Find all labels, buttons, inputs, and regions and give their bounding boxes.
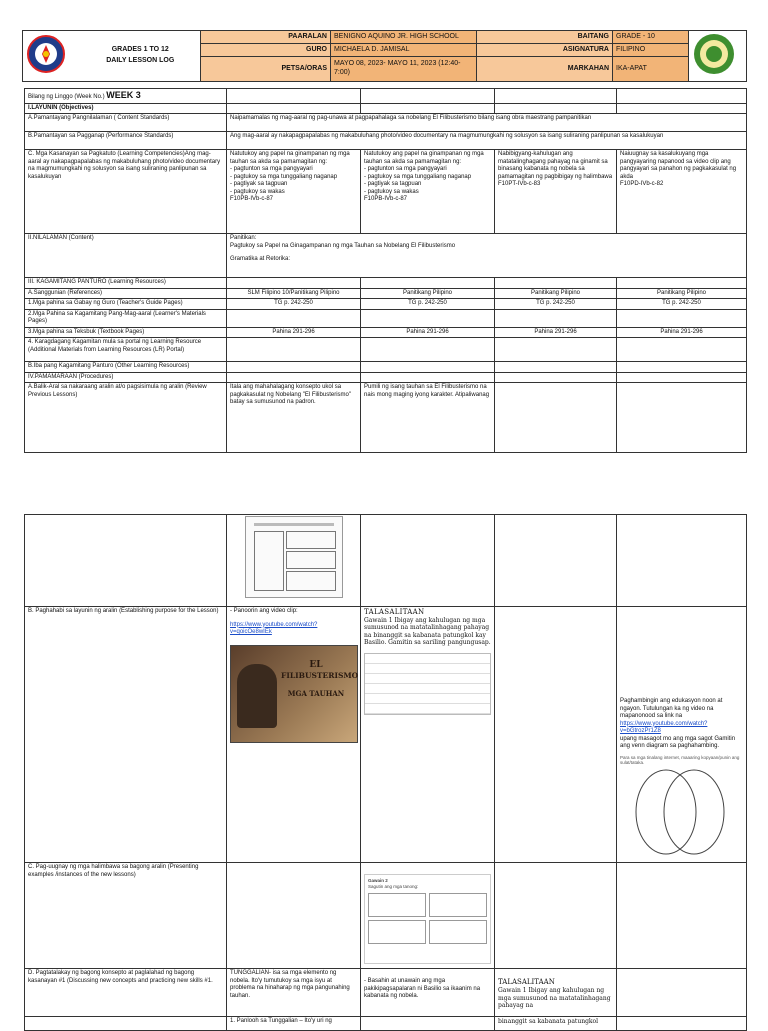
discuss-day2-text: - Basahin at unawain ang mga pakikipagsapalaran ni Basilio sa ikaanim na kabanata ng nobela. bbox=[364, 978, 481, 1000]
grade-label: BAITANG bbox=[477, 31, 613, 44]
purpose-label: B. Paghahabi sa layunin ng aralin (Establishing purpose for the Lesson) bbox=[25, 607, 227, 863]
textbook-day4: Pahina 291-296 bbox=[617, 327, 747, 338]
nilalaman-topic: Pagtukoy sa Papel na Ginagampanan ng mga Tauhan sa Nobelang El Filibusterismo bbox=[230, 242, 456, 249]
padron-template-image bbox=[245, 516, 343, 598]
subject-label: ASIGNATURA bbox=[477, 44, 613, 57]
portrait-image bbox=[237, 664, 277, 728]
grade-value: GRADE - 10 bbox=[613, 31, 689, 44]
program-line-1: GRADES 1 TO 12 bbox=[111, 46, 169, 54]
activity-title: Gawain 2 bbox=[368, 878, 388, 884]
competency-day2: Natutukoy ang papel na ginampanan ng mga tauhan sa akda sa pamamagitan ng: - pagtunton sa mga pangyayari - pagtukoy sa mga tunggaliang naganap - pagtiyak sa tagpuan - pagtukoy sa wakas F10PB-IVb-c-87 bbox=[361, 150, 495, 234]
deped-seal-icon bbox=[26, 34, 66, 74]
worksheet-lines-image bbox=[364, 653, 491, 715]
lm-label: 2.Mga Pahina sa Kagamitang Pang-Mag-aaral (Learner's Materials Pages) bbox=[25, 309, 227, 327]
purpose-compare-text: Paghambingin ang edukasyon noon at ngayon. Tutulungan ka ng video na mapanonood sa link na bbox=[620, 698, 723, 719]
gawain-1-text: Gawain 1 Ibigay ang kahulugan ng mga sumusunod na matatalinhagang pahayag na binanggit sa kabanata patungkol kay Basilio. Gamitin sa sariling pangungusap. bbox=[364, 616, 491, 647]
venn-caption: Para sa mga tinalang internet, maaaring kopyaan/punin ang sulat/tataka. bbox=[620, 754, 740, 766]
week-label: Bilang ng Linggo (Week No.) bbox=[28, 94, 105, 100]
activity-subtitle: Sagutin ang mga tanong: bbox=[368, 883, 419, 889]
discuss-talasalitaan-heading: TALASALITAAN bbox=[498, 978, 555, 987]
perf-std-label: B.Pamantayan sa Pagganap (Performance Standards) bbox=[25, 132, 227, 150]
week-row bbox=[25, 89, 227, 104]
layunin-heading: I.LAYUNIN (Objectives) bbox=[25, 103, 227, 114]
competencies-label: C. Mga Kasanayan sa Pagkatuto (Learning Competencies)Ang mag-aaral ay nakapagpapalabas ng makabuluhang photo/video documentary na magmumungkahi ng solusyon sa isang suliraning panlipunan sa kasalukuyan bbox=[25, 150, 227, 234]
tg-day4: TG p. 242-250 bbox=[617, 299, 747, 310]
nilalaman-gramatika: Gramatika at Retorika: bbox=[230, 256, 291, 262]
nilalaman-panitikan: Panitikan: bbox=[230, 235, 257, 241]
header-table bbox=[22, 30, 747, 82]
review-day1: Itala ang mahahalagang konsepto ukol sa pagkakasulat ng Nobelang "El Filibusterismo" batay sa sumusunod na padron. bbox=[227, 383, 361, 453]
resources-heading: III. KAGAMITANG PANTURO (Learning Resources) bbox=[25, 278, 227, 289]
purpose-day1 bbox=[227, 607, 361, 863]
textbook-label: 3.Mga pahina sa Teksbuk (Textbook Pages) bbox=[25, 327, 227, 338]
reference-day2: Panitikang Pilipino bbox=[361, 288, 495, 299]
school-logo-cell bbox=[689, 31, 747, 82]
quarter-value: IKA-APAT bbox=[613, 57, 689, 81]
nilalaman-label: II.NILALAMAN (Content) bbox=[25, 234, 227, 278]
quarter-label: MARKAHAN bbox=[477, 57, 613, 81]
purpose-day4 bbox=[617, 607, 747, 863]
tg-day2: TG p. 242-250 bbox=[361, 299, 495, 310]
additional-materials-label: 4. Karagdagang Kagamitan mula sa portal ng Learning Resource (Additional Materials from Learning Resources (LR) Portal) bbox=[25, 338, 227, 362]
teacher-label: GURO bbox=[201, 44, 331, 57]
textbook-day3: Pahina 291-296 bbox=[495, 327, 617, 338]
review-label: A.Balik-Aral sa nakaraang aralin at/o pagsisimula ng aralin (Review Previous Lessons) bbox=[25, 383, 227, 453]
content-std-label: A.Pamantayang Pangnilalaman ( Content Standards) bbox=[25, 114, 227, 132]
program-title bbox=[81, 31, 201, 82]
competency-day3: Nabibigyang-kahulugan ang matatalinghagang pahayag na ginamit sa binasang kabanata ng nobela sa pamamagitan ng pagbibigay ng halimbawa F10PT-IVb-c-83 bbox=[495, 150, 617, 234]
video-thumbnail[interactable] bbox=[230, 645, 358, 743]
purpose-video-link[interactable]: https://www.youtube.com/watch?v=qoicOe8wIEk bbox=[230, 621, 318, 635]
video-title-line1: EL bbox=[309, 659, 323, 670]
discuss-label: D. Pagtatalakay ng bagong konsepto at paglalahad ng bagong kasanayan #1 (Discussing new concepts and practicing new skills #1. bbox=[25, 969, 227, 1031]
date-label: PETSA/ORAS bbox=[201, 57, 331, 81]
deped-logo-cell bbox=[23, 31, 81, 82]
teacher-value: MICHAELA D. JAMISAL bbox=[331, 44, 477, 57]
week-value: WEEK 3 bbox=[106, 90, 141, 100]
purpose-compare-link[interactable]: https://www.youtube.com/watch?v=bGtrozPr1Z8 bbox=[620, 720, 708, 734]
references-label: A.Sanggunian (References) bbox=[25, 288, 227, 299]
program-line-2: DAILY LESSON LOG bbox=[106, 56, 175, 64]
template-thumbnail-cell bbox=[227, 515, 361, 607]
content-std-text: Naipamamalas ng mag-aaral ng pag-unawa at pagpapahalaga sa nobelang El Filibusterismo bilang isang obra maestrang pampanitikan bbox=[227, 114, 747, 132]
page3-day1: 1. Panlooh sa Tunggalian – Ito'y uri ng bbox=[227, 1017, 361, 1031]
tg-day3: TG p. 242-250 bbox=[495, 299, 617, 310]
activity-sheet-image bbox=[364, 874, 491, 964]
textbook-day2: Pahina 291-296 bbox=[361, 327, 495, 338]
date-value: MAYO 08, 2023- MAYO 11, 2023 (12:40-7:00) bbox=[331, 57, 477, 81]
examples-day2 bbox=[361, 863, 495, 969]
discuss-talasalitaan-text: Gawain 1 Ibigay ang kahulugan ng mga sumusunod na matatalinhagang pahayag na bbox=[498, 987, 611, 1009]
competency-day1: Natutukoy ang papel na ginampanan ng mga tauhan sa akda sa pamamagitan ng: - pagtunton sa mga pangyayari - pagtukoy sa mga tunggaliang naganap - pagtiyak sa tagpuan - pagtukoy sa wakas F10PB-IVb-c-87 bbox=[227, 150, 361, 234]
video-title-line3: MGA TAUHAN bbox=[287, 689, 345, 699]
tg-label: 1.Mga pahina sa Gabay ng Guro (Teacher's Guide Pages) bbox=[25, 299, 227, 310]
nilalaman-text bbox=[227, 234, 747, 278]
school-seal-icon bbox=[692, 32, 736, 76]
review-day2: Pumili ng isang tauhan sa El Filibusterismo na nais mong maging iyong karakter. Atipaliwanag bbox=[361, 383, 495, 453]
perf-std-text: Ang mag-aaral ay nakapagpapalabas ng makabuluhang photo/video documentary na magmumungkahi ng solusyon sa isang suliraning panlipunan sa kasalukuyan bbox=[227, 132, 747, 150]
subject-value: FILIPINO bbox=[613, 44, 689, 57]
discuss-day1: TUNGGALIAN- isa sa mga elemento ng nobela. Ito'y tumutukoy sa mga isyu at problema na hinaharap ng mga pangunahing tauhan. bbox=[227, 969, 361, 1031]
competency-day4: Naiuugnay sa kasalukuyang mga pangyayaring napanood sa video clip ang pangyayari sa panahon ng pagkakasulat ng akda F10PD-IVb-c-82 bbox=[617, 150, 747, 234]
procedures-heading: IV.PAMAMARAAN (Procedures) bbox=[25, 372, 227, 383]
purpose-day2 bbox=[361, 607, 495, 863]
school-label: PAARALAN bbox=[201, 31, 331, 44]
page3-day3: binanggit sa kabanata patungkol bbox=[495, 1017, 617, 1031]
video-title-line2: FILIBUSTERISMO bbox=[281, 670, 359, 680]
textbook-day1: Pahina 291-296 bbox=[227, 327, 361, 338]
lesson-log-table bbox=[24, 88, 747, 453]
lesson-log-table-page2 bbox=[24, 514, 747, 1031]
reference-day3: Panitikang Pilipino bbox=[495, 288, 617, 299]
purpose-compare-instruction: upang masagot mo ang mga sagot Gamitin ang venn diagram sa paghahambing. bbox=[620, 735, 736, 749]
venn-diagram-icon bbox=[620, 766, 740, 858]
examples-label: C. Pag-uugnay ng mga halimbawa sa bagong aralin (Presenting examples /instances of the new lessons) bbox=[25, 863, 227, 969]
school-value: BENIGNO AQUINO JR. HIGH SCHOOL bbox=[331, 31, 477, 44]
purpose-video-instruction: - Panoorin ang video clip: bbox=[230, 608, 298, 614]
reference-day1: SLM Filipino 10/Panitikang Pilipino bbox=[227, 288, 361, 299]
talasalitaan-heading: TALASALITAAN bbox=[364, 608, 425, 616]
reference-day4: Panitikang Pilipino bbox=[617, 288, 747, 299]
tg-day1: TG p. 242-250 bbox=[227, 299, 361, 310]
other-resources-label: B.Iba pang Kagamitang Panturo (Other Learning Resources) bbox=[25, 362, 227, 373]
